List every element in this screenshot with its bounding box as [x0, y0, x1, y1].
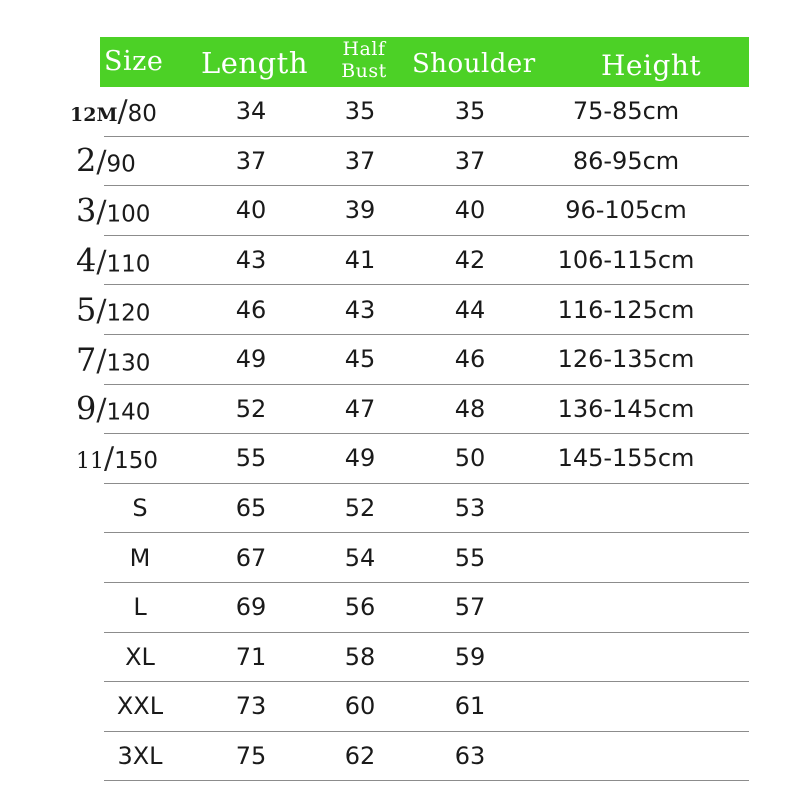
size-age: 12M [70, 103, 118, 126]
size-cm: 130 [106, 350, 151, 377]
size-label [76, 141, 136, 180]
shoulder-cell: 37 [454, 146, 486, 175]
size-cell: M [129, 543, 151, 572]
size-slash: / [96, 194, 107, 230]
length-cell: 43 [235, 246, 267, 275]
half-bust-cell: 54 [344, 543, 376, 572]
size-age: 2 [76, 141, 97, 180]
header-half-bust-line2: Bust [341, 60, 387, 82]
size-age: 9 [76, 389, 97, 428]
table-row [104, 236, 749, 286]
table-row [104, 682, 749, 732]
height-cell: 136-145cm [557, 394, 695, 423]
size-slash: / [117, 93, 128, 129]
height-cell: 116-125cm [557, 295, 695, 324]
size-age: 3 [76, 191, 97, 230]
size-cm: 90 [106, 151, 136, 178]
height-cell: 106-115cm [557, 246, 695, 275]
shoulder-cell: 55 [454, 543, 486, 572]
size-cm: 100 [106, 201, 151, 228]
length-cell: 55 [235, 444, 267, 473]
length-cell: 67 [235, 543, 267, 572]
shoulder-cell: 50 [454, 444, 486, 473]
size-cell: S [132, 494, 148, 523]
table-row [104, 732, 749, 782]
size-cm: 150 [114, 448, 159, 474]
header-half-bust [334, 38, 394, 82]
size-age: 7 [76, 340, 97, 379]
length-cell: 71 [235, 642, 267, 671]
size-label [76, 191, 151, 230]
shoulder-cell: 57 [454, 593, 486, 622]
half-bust-cell: 45 [344, 345, 376, 374]
table-row [104, 633, 749, 683]
shoulder-cell: 40 [454, 196, 486, 225]
half-bust-cell: 58 [344, 642, 376, 671]
length-cell: 49 [235, 345, 267, 374]
shoulder-cell: 46 [454, 345, 486, 374]
height-cell: 126-135cm [557, 345, 695, 374]
size-cell: XL [125, 642, 155, 671]
shoulder-cell: 53 [454, 494, 486, 523]
shoulder-cell: 59 [454, 642, 486, 671]
size-slash: / [104, 441, 115, 476]
half-bust-cell: 62 [344, 742, 376, 771]
height-cell: 75-85cm [572, 97, 680, 126]
table-row [104, 137, 749, 187]
length-cell: 37 [235, 146, 267, 175]
size-label [76, 340, 151, 379]
size-cm: 80 [127, 100, 157, 127]
length-cell: 65 [235, 494, 267, 523]
size-slash: / [96, 244, 107, 280]
size-age: 11 [76, 449, 104, 474]
size-slash: / [96, 392, 107, 428]
length-cell: 52 [235, 394, 267, 423]
shoulder-cell: 61 [454, 692, 486, 721]
size-age: 5 [76, 290, 97, 329]
header-size: Size [104, 46, 164, 77]
length-cell: 75 [235, 742, 267, 771]
table-row [104, 484, 749, 534]
size-age: 4 [76, 241, 97, 280]
table-header [100, 37, 749, 87]
half-bust-cell: 49 [344, 444, 376, 473]
size-cm: 120 [106, 300, 151, 327]
table-row [104, 583, 749, 633]
size-cell: XXL [116, 692, 164, 721]
table-row [104, 434, 749, 484]
size-slash: / [96, 293, 107, 329]
shoulder-cell: 42 [454, 246, 486, 275]
length-cell: 69 [235, 593, 267, 622]
table-row [104, 87, 749, 137]
half-bust-cell: 56 [344, 593, 376, 622]
height-cell: 145-155cm [557, 444, 695, 473]
size-label [76, 290, 151, 329]
half-bust-cell: 43 [344, 295, 376, 324]
half-bust-cell: 41 [344, 246, 376, 275]
shoulder-cell: 63 [454, 742, 486, 771]
size-cell: 3XL [117, 742, 163, 771]
table-row [104, 285, 749, 335]
half-bust-cell: 52 [344, 494, 376, 523]
shoulder-cell: 35 [454, 97, 486, 126]
size-cell: L [133, 593, 147, 622]
shoulder-cell: 48 [454, 394, 486, 423]
half-bust-cell: 39 [344, 196, 376, 225]
header-shoulder: Shoulder [412, 49, 536, 79]
table-row [104, 335, 749, 385]
height-cell: 96-105cm [565, 196, 687, 225]
size-label [76, 389, 151, 428]
size-cm: 140 [106, 399, 151, 426]
size-slash: / [96, 144, 107, 180]
length-cell: 73 [235, 692, 267, 721]
size-label [76, 241, 151, 280]
header-half-bust-line1: Half [342, 38, 386, 60]
length-cell: 46 [235, 295, 267, 324]
height-cell: 86-95cm [572, 146, 680, 175]
table-row [104, 186, 749, 236]
table-row [104, 533, 749, 583]
half-bust-cell: 35 [344, 97, 376, 126]
half-bust-cell: 60 [344, 692, 376, 721]
half-bust-cell: 47 [344, 394, 376, 423]
size-label [76, 441, 159, 476]
header-length: Length [201, 46, 308, 80]
length-cell: 34 [235, 97, 267, 126]
table-row [104, 385, 749, 435]
size-slash: / [96, 343, 107, 379]
size-cm: 110 [106, 251, 151, 278]
header-height: Height [601, 49, 702, 82]
half-bust-cell: 37 [344, 146, 376, 175]
size-label [70, 93, 157, 129]
length-cell: 40 [235, 196, 267, 225]
shoulder-cell: 44 [454, 295, 486, 324]
